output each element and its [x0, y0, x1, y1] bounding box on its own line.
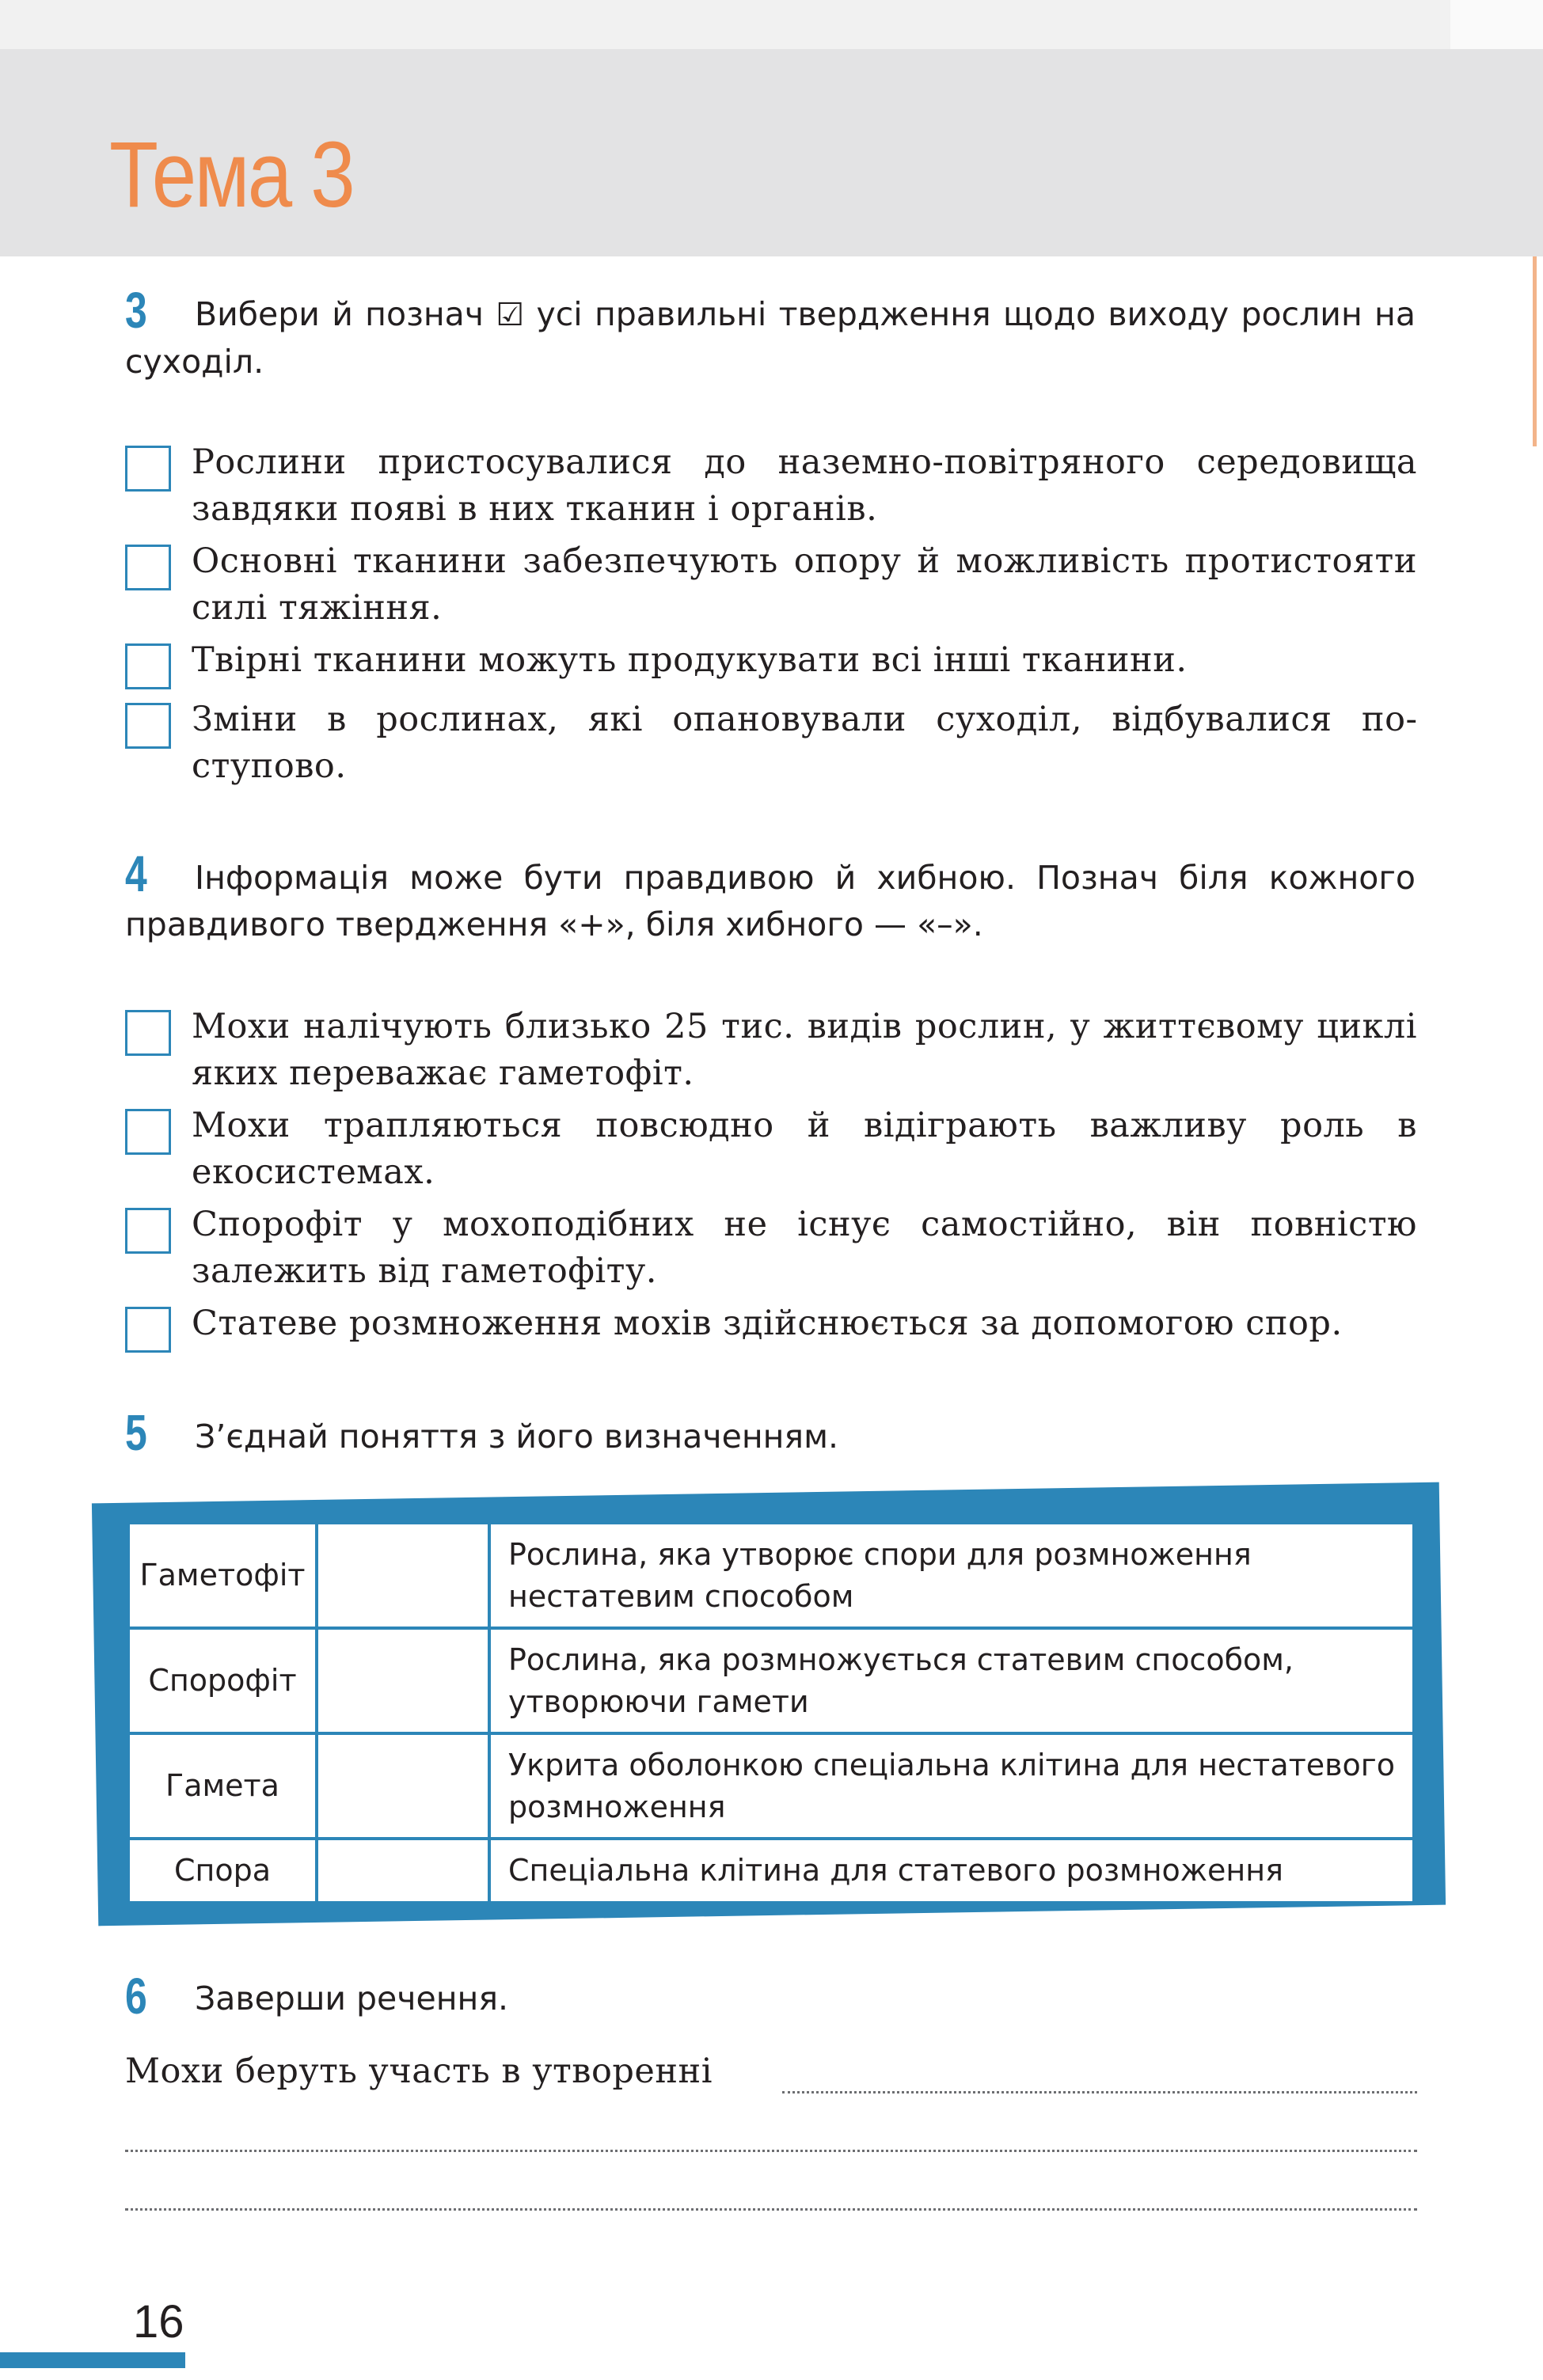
- answer-line[interactable]: [782, 2091, 1417, 2093]
- table-row: [128, 1628, 1414, 1733]
- task-4-prompt-text: Інформація може бути правдивою й хибною. Познач біля кожного правдивого твердження «+», біля хибного — «–».: [125, 859, 1416, 943]
- matching-table: [127, 1521, 1416, 1904]
- top-strip: [0, 0, 1543, 49]
- answer-checkbox[interactable]: [125, 545, 171, 590]
- page-number-bar: [0, 2352, 185, 2368]
- term-cell: Спора: [128, 1839, 317, 1903]
- task-6-prompt-text: Заверши речення.: [195, 1980, 509, 2017]
- task-number-3: 3: [125, 282, 147, 339]
- sentence-start: Мохи беруть участь в утворенні: [125, 2052, 713, 2091]
- task-number-5: 5: [125, 1404, 147, 1461]
- statement-text: Мохи трапляються повсюдно й відіграють важливу роль в екосистемах.: [192, 1106, 1417, 1192]
- table-row: [128, 1839, 1414, 1903]
- link-area[interactable]: [317, 1523, 489, 1628]
- answer-line[interactable]: [125, 2150, 1417, 2152]
- page-edge: [1450, 0, 1543, 49]
- task-number-4: 4: [125, 845, 147, 902]
- term-cell: Гаметофіт: [128, 1523, 317, 1628]
- answer-checkbox[interactable]: [125, 643, 171, 689]
- page-title: Тема 3: [109, 123, 354, 227]
- answer-box[interactable]: [125, 1208, 171, 1254]
- statement-text: Статеве розмноження мохів здійснюється за допомогою спор.: [192, 1304, 1343, 1343]
- task-5-prompt-text: З’єднай поняття з його визначенням.: [195, 1418, 839, 1456]
- definition-cell: Рослина, яка розмножується статевим способом, утворюючи гамети: [489, 1628, 1414, 1733]
- link-area[interactable]: [317, 1628, 489, 1733]
- answer-box[interactable]: [125, 1307, 171, 1353]
- statement-text: Твірні тканини можуть продукувати всі інші тканини.: [192, 640, 1188, 680]
- answer-checkbox[interactable]: [125, 446, 171, 492]
- answer-line[interactable]: [125, 2208, 1417, 2211]
- statement-text: Основні тканини забезпечують опору й можливість протистояти силі тяжіння.: [192, 541, 1417, 628]
- task-number-6: 6: [125, 1968, 147, 2025]
- term-cell: Гамета: [128, 1733, 317, 1839]
- task-4-prompt: [125, 855, 1416, 948]
- link-area[interactable]: [317, 1733, 489, 1839]
- answer-checkbox[interactable]: [125, 703, 171, 749]
- statement-text: Зміни в рослинах, які опановували суходіл, відбувалися поступово.: [192, 700, 1417, 786]
- section-header: [0, 49, 1543, 256]
- task-3-prompt-start: Вибери й познач: [195, 295, 485, 333]
- answer-box[interactable]: [125, 1010, 171, 1056]
- checkbox-checked-icon: ☑: [496, 297, 525, 333]
- task-3-prompt-end: усі правильні твердження щодо виходу рослин на суходіл.: [125, 295, 1416, 381]
- statement-text: Рослини пристосувалися до наземно-повітряного середовища завдяки появі в них тканин і органів.: [192, 442, 1417, 529]
- task-3-prompt: [125, 291, 1416, 385]
- definition-cell: Рослина, яка утворює спори для розмноження нестатевим способом: [489, 1523, 1414, 1628]
- definition-cell: Укрита оболонкою спеціальна клітина для нестатевого розмноження: [489, 1733, 1414, 1839]
- link-area[interactable]: [317, 1839, 489, 1903]
- statement-text: Мохи налічують близько 25 тис. видів рослин, у життєвому циклі яких переважає гаметофіт.: [192, 1007, 1417, 1093]
- page-number: 16: [133, 2296, 184, 2348]
- margin-rule: [1533, 256, 1537, 446]
- table-row: [128, 1523, 1414, 1628]
- table-row: [128, 1733, 1414, 1839]
- definition-cell: Спеціальна клітина для статевого розмноження: [489, 1839, 1414, 1903]
- answer-box[interactable]: [125, 1109, 171, 1155]
- term-cell: Спорофіт: [128, 1628, 317, 1733]
- statement-text: Спорофіт у мохоподібних не існує самостійно, він повністю залежить від гаметофіту.: [192, 1205, 1417, 1291]
- task-6-prompt: [125, 1976, 1416, 2022]
- task-5-prompt: [125, 1414, 1416, 1460]
